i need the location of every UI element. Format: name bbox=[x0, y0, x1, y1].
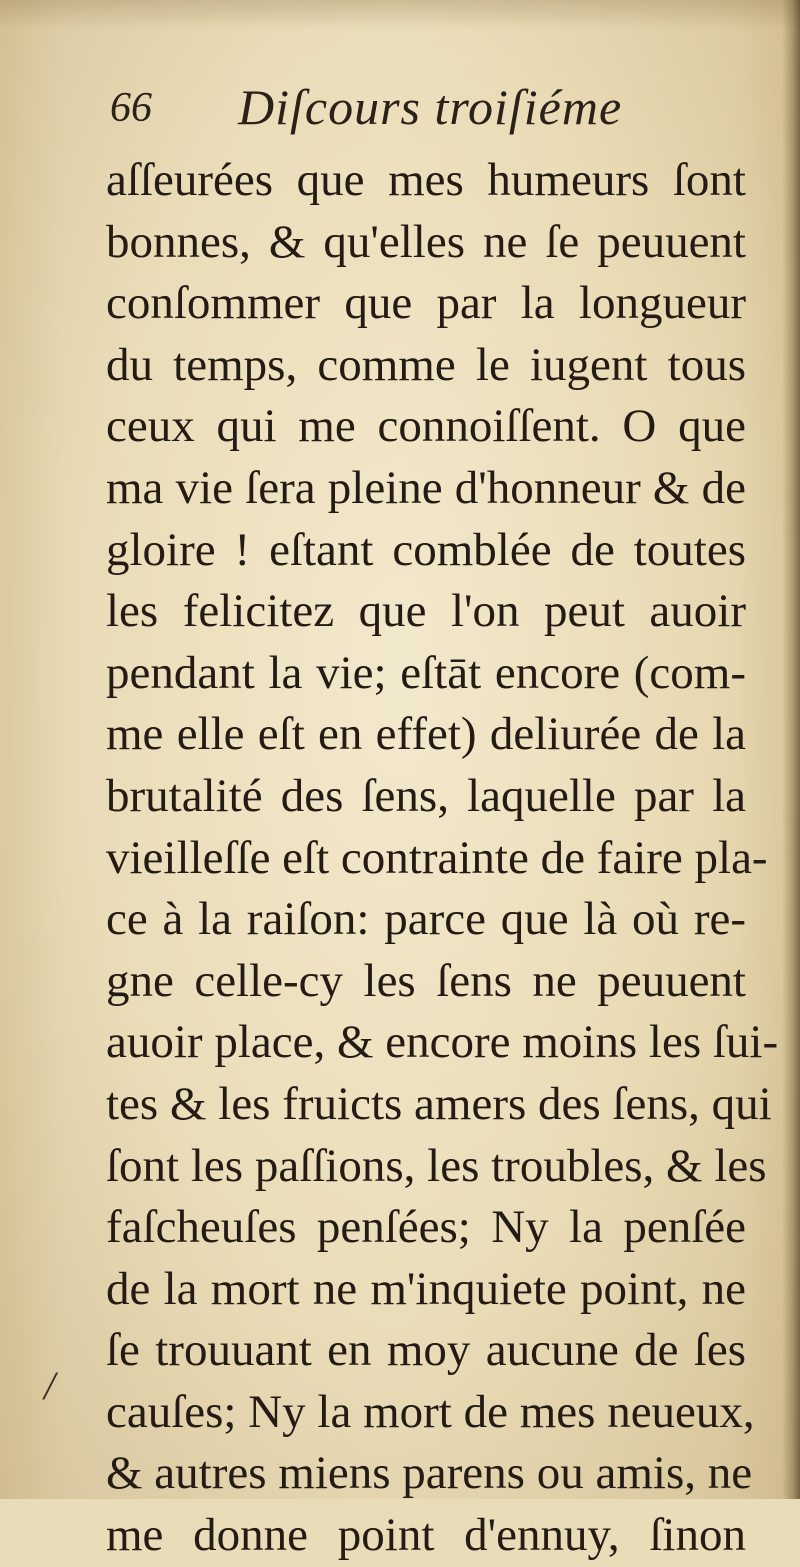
text-line: me elle eſt en effet) deliurée de la bbox=[106, 708, 746, 761]
text-line: conſommer que par la longueur bbox=[106, 277, 746, 330]
text-line: les felicitez que l'on peut auoir bbox=[106, 585, 746, 638]
page-header bbox=[110, 78, 710, 138]
text-line: & autres miens parens ou amis, ne bbox=[106, 1447, 753, 1500]
text-line: gloire ! eſtant comblée de toutes bbox=[106, 523, 746, 576]
text-line: pendant la vie; eſtāt encore (com- bbox=[106, 646, 746, 699]
text-line: vieilleſſe eſt contrainte de faire pla- bbox=[106, 831, 768, 884]
body-text bbox=[106, 150, 779, 1567]
text-line: ſont les paſſions, les troubles, & les bbox=[106, 1139, 767, 1192]
text-line: du temps, comme le iugent tous bbox=[106, 338, 746, 391]
text-line: gne celle-cy les ſens ne peuuent bbox=[106, 954, 746, 1007]
page-top-shadow bbox=[0, 0, 800, 30]
text-line: ce à la raiſon: parce que là où re- bbox=[106, 893, 746, 946]
text-line: bonnes, & qu'elles ne ſe peuuent bbox=[106, 215, 746, 268]
text-line: cauſes; Ny la mort de mes neueux, bbox=[106, 1385, 755, 1438]
text-line: tes & les fruicts amers des ſens, qui bbox=[106, 1077, 772, 1130]
text-line: de la mort ne m'inquiete point, ne bbox=[106, 1262, 746, 1315]
text-line: faſcheuſes penſées; Ny la penſée bbox=[106, 1201, 746, 1254]
running-head: Diſcours troiſiéme bbox=[238, 79, 623, 135]
text-line: aſſeurées que mes humeurs ſont bbox=[106, 154, 746, 206]
text-line: brutalité des ſens, laquelle par la bbox=[106, 769, 746, 822]
page-gutter-shadow bbox=[782, 0, 800, 1499]
text-line: ſe trouuant en moy aucune de ſes bbox=[106, 1324, 746, 1377]
text-line: auoir place, & encore moins les ſui- bbox=[106, 1016, 779, 1069]
text-line: ceux qui me connoiſſent. O que bbox=[106, 400, 746, 453]
margin-ink-mark: / bbox=[44, 1363, 56, 1408]
text-line: ma vie ſera pleine d'honneur & de bbox=[106, 461, 746, 514]
page-number: 66 bbox=[110, 85, 152, 131]
text-line: me donne point d'ennuy, ſinon bbox=[106, 1509, 746, 1562]
